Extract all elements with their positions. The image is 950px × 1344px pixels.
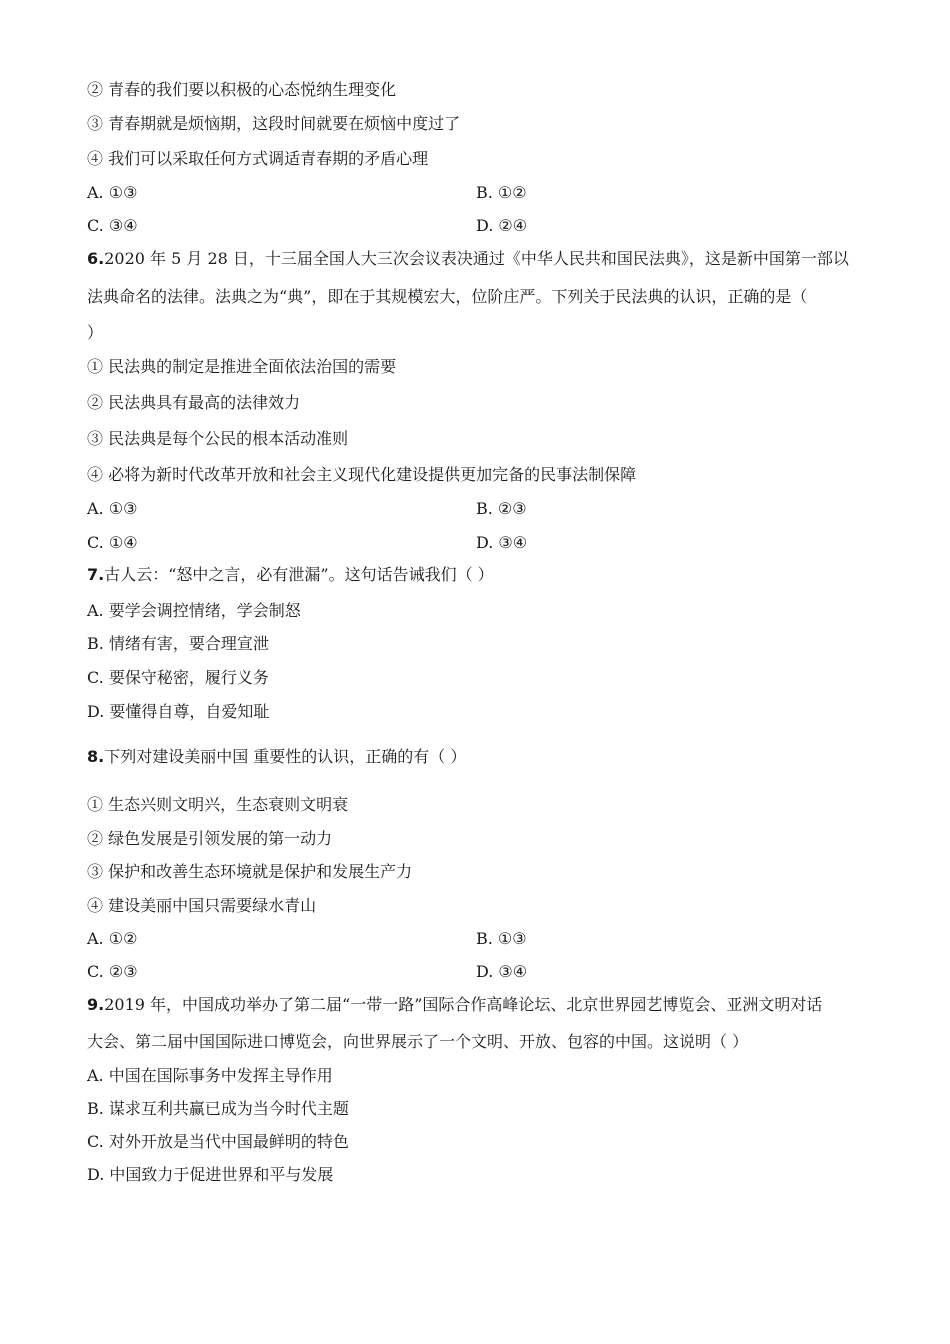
q6-option-b: B. ②③ <box>476 499 527 518</box>
q6-option-c: C. ①④ <box>87 533 138 552</box>
q5-option-d: D. ②④ <box>476 216 528 235</box>
q5-statement-3: ③ 青春期就是烦恼期，这段时间就要在烦恼中度过了 <box>87 114 461 133</box>
q7-number: 7. <box>87 565 105 584</box>
q6-stem-line-2: 法典命名的法律。法典之为“典”，即在于其规模宏大，位阶庄严。下列关于民法典的认识，正确的是（ <box>87 287 808 306</box>
q8-option-a: A. ①② <box>87 929 138 948</box>
q9-option-c: C. 对外开放是当代中国最鲜明的特色 <box>87 1132 349 1151</box>
q8-statement-1: ① 生态兴则文明兴，生态衰则文明衰 <box>87 795 349 814</box>
q6-option-a: A. ①③ <box>87 499 138 518</box>
q7-option-d: D. 要懂得自尊，自爱知耻 <box>87 702 270 721</box>
q6-statement-1: ① 民法典的制定是推进全面依法治国的需要 <box>87 357 397 376</box>
q6-stem-text-1: 2020 年 5 月 28 日，十三届全国人大三次会议表决通过《中华人民共和国民法典》，这是新中国第一部以 <box>104 249 849 268</box>
q5-statement-2: ② 青春的我们要以积极的心态悦纳生理变化 <box>87 80 397 99</box>
q7-option-a: A. 要学会调控情绪，学会制怒 <box>87 601 301 620</box>
q6-statement-2: ② 民法典具有最高的法律效力 <box>87 393 301 412</box>
q8-stem-text: 下列对建设美丽中国 重要性的认识，正确的有（ ） <box>104 747 467 766</box>
q6-statement-4: ④ 必将为新时代改革开放和社会主义现代化建设提供更加完备的民事法制保障 <box>87 465 637 484</box>
q9-option-b: B. 谋求互利共赢已成为当今时代主题 <box>87 1099 349 1118</box>
q6-number: 6. <box>87 249 105 268</box>
q8-statement-3: ③ 保护和改善生态环境就是保护和发展生产力 <box>87 862 413 881</box>
q8-statement-4: ④ 建设美丽中国只需要绿水青山 <box>87 896 317 915</box>
q5-option-c: C. ③④ <box>87 216 138 235</box>
q9-option-d: D. 中国致力于促进世界和平与发展 <box>87 1165 334 1184</box>
q7-option-c: C. 要保守秘密，履行义务 <box>87 668 269 687</box>
q9-number: 9. <box>87 995 105 1014</box>
q9-stem-text-1: 2019 年，中国成功举办了第二届“一带一路”国际合作高峰论坛、北京世界园艺博览会、亚洲文明对话 <box>104 995 823 1014</box>
q8-option-b: B. ①③ <box>476 929 527 948</box>
q9-stem-line-1 <box>87 995 822 1015</box>
q8-statement-2: ② 绿色发展是引领发展的第一动力 <box>87 829 333 848</box>
q6-stem-line-3: ） <box>87 323 104 342</box>
q5-statement-4: ④ 我们可以采取任何方式调适青春期的矛盾心理 <box>87 149 429 168</box>
q9-option-a: A. 中国在国际事务中发挥主导作用 <box>87 1066 333 1085</box>
q9-stem-line-2: 大会、第二届中国国际进口博览会，向世界展示了一个文明、开放、包容的中国。这说明（ ） <box>87 1032 749 1051</box>
q6-option-d: D. ③④ <box>476 533 528 552</box>
q6-statement-3: ③ 民法典是每个公民的根本活动准则 <box>87 429 349 448</box>
q7-option-b: B. 情绪有害，要合理宣泄 <box>87 634 269 653</box>
q8-number: 8. <box>87 747 105 766</box>
q8-stem <box>87 747 466 767</box>
q7-stem-text: 古人云：“怒中之言，必有泄漏”。这句话告诫我们（ ） <box>104 565 494 584</box>
q5-option-a: A. ①③ <box>87 183 138 202</box>
q5-option-b: B. ①② <box>476 183 527 202</box>
q8-option-c: C. ②③ <box>87 962 138 981</box>
q7-stem <box>87 565 494 585</box>
q6-stem-line-1 <box>87 249 849 269</box>
q8-option-d: D. ③④ <box>476 962 528 981</box>
